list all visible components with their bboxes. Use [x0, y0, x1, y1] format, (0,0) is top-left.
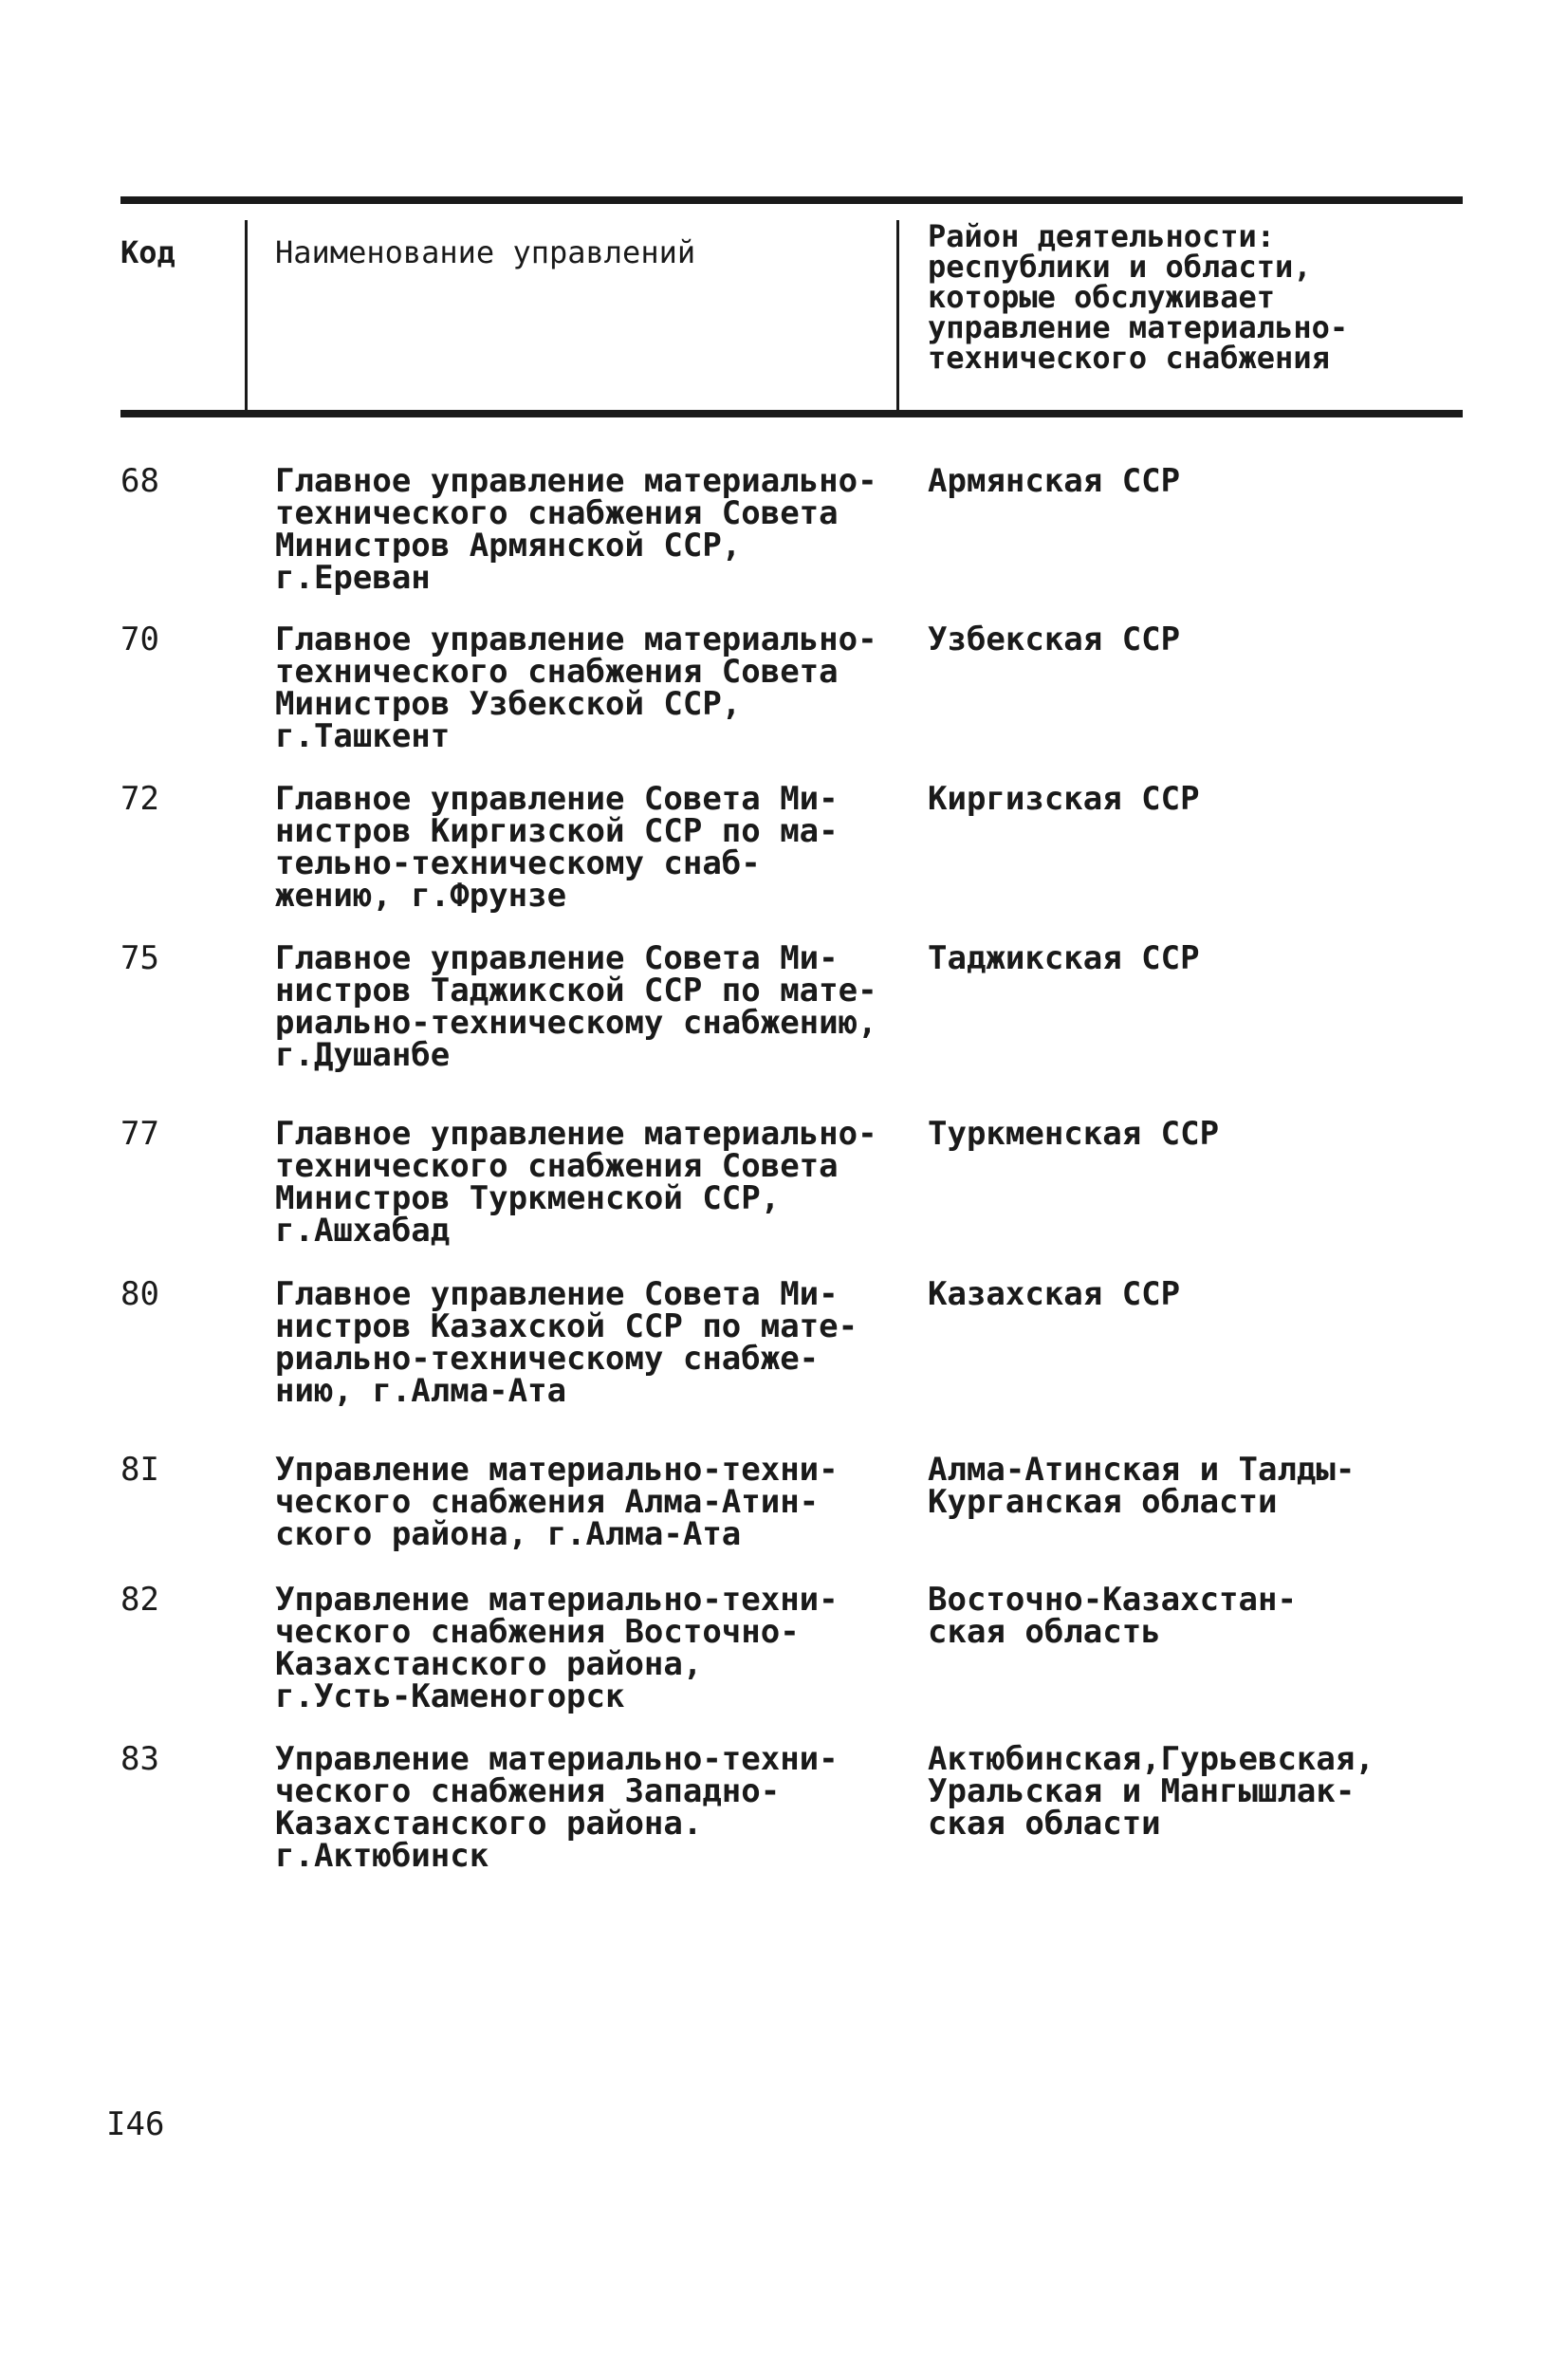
row-code: 83 — [120, 1740, 159, 1778]
row-code: 82 — [120, 1581, 159, 1619]
header-column-separator-2 — [896, 220, 899, 415]
row-name: Управление материально-техни- ческого снабжения Восточно- Казахстанского района, г.Усть-Каменогорск — [275, 1581, 839, 1715]
row-code: 70 — [120, 621, 159, 658]
row-name: Главное управление Совета Ми- нистров Киргизской ССР по ма- тельно-техническому снаб- жению, г.Фрунзе — [275, 780, 839, 915]
row-code: 77 — [120, 1115, 159, 1153]
row-region: Туркменская ССР — [928, 1115, 1220, 1153]
page-number: I46 — [106, 2105, 165, 2143]
row-region: Таджикская ССР — [928, 939, 1200, 977]
row-code: 80 — [120, 1275, 159, 1313]
row-region: Армянская ССР — [928, 462, 1181, 500]
row-code: 75 — [120, 939, 159, 977]
row-code: 8I — [120, 1451, 159, 1489]
row-name: Управление материально-техни- ческого снабжения Западно- Казахстанского района. г.Актюбинск — [275, 1740, 839, 1875]
table-top-rule — [120, 196, 1463, 204]
row-region: Казахская ССР — [928, 1275, 1181, 1313]
header-code: Код — [120, 234, 175, 270]
row-name: Главное управление Совета Ми- нистров Казахской ССР по мате- риально-техническому снабже- нию, г.Алма-Ата — [275, 1275, 858, 1410]
row-region: Киргизская ССР — [928, 780, 1200, 818]
header-name: Наименование управлений — [275, 234, 696, 270]
row-name: Управление материально-техни- ческого снабжения Алма-Атин- ского района, г.Алма-Ата — [275, 1451, 839, 1553]
row-region: Алма-Атинская и Талды- Курганская области — [928, 1451, 1356, 1521]
table-header-bottom-rule — [120, 410, 1463, 417]
header-region: Район деятельности: республики и области, которые обслуживает управление материально- технического снабжения — [928, 218, 1349, 376]
row-name: Главное управление Совета Ми- нистров Таджикской ССР по мате- риально-техническому снабжению, г.Душанбе — [275, 939, 877, 1074]
row-name: Главное управление материально- технического снабжения Совета Министров Армянской ССР, г.Ереван — [275, 462, 877, 597]
row-name: Главное управление материально- технического снабжения Совета Министров Узбекской ССР, г.Ташкент — [275, 621, 877, 755]
row-name: Главное управление материально- технического снабжения Совета Министров Туркменской ССР, г.Ашхабад — [275, 1115, 877, 1250]
row-code: 68 — [120, 462, 159, 500]
row-code: 72 — [120, 780, 159, 818]
row-region: Актюбинская,Гурьевская, Уральская и Мангышлак- ская области — [928, 1740, 1374, 1843]
row-region: Узбекская ССР — [928, 621, 1181, 658]
row-region: Восточно-Казахстан- ская область — [928, 1581, 1297, 1651]
header-column-separator-1 — [245, 220, 248, 410]
